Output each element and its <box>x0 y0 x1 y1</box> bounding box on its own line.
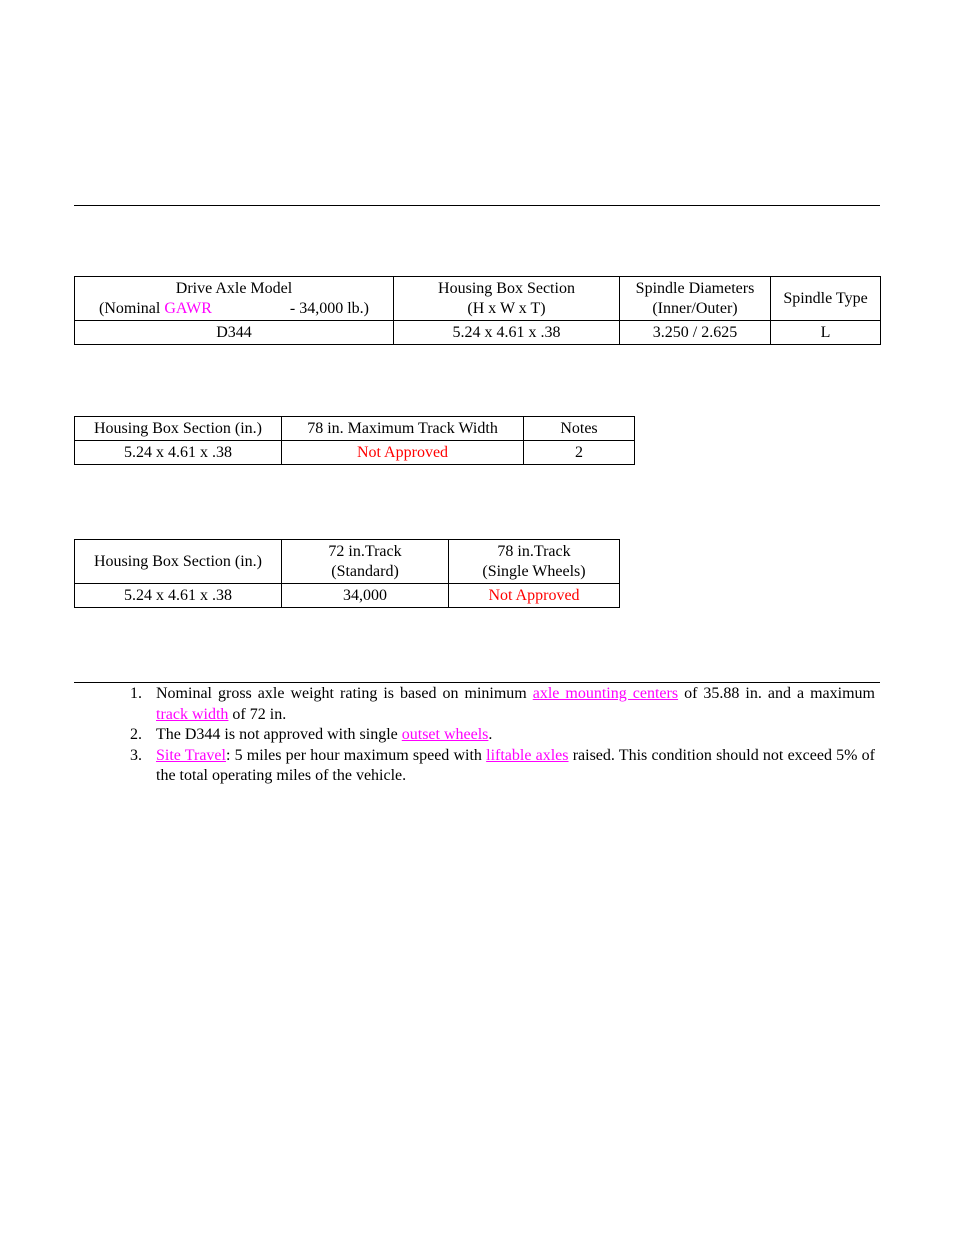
header-model-line2 <box>77 299 391 319</box>
header-housing: Housing Box Section (in.) <box>75 417 282 441</box>
note-2 <box>130 725 875 746</box>
cell-spindle: 3.250 / 2.625 <box>620 321 771 345</box>
liftable-axles-link[interactable]: liftable axles <box>486 746 569 764</box>
header-model-line1: Drive Axle Model <box>175 279 293 297</box>
note-3 <box>130 746 875 787</box>
cell-track-status: Not Approved <box>282 441 524 465</box>
track-width-link[interactable]: track width <box>156 705 229 723</box>
table-row <box>75 321 881 345</box>
header-track-width: 78 in. Maximum Track Width <box>282 417 524 441</box>
table-header-row <box>75 277 881 321</box>
header-drive-axle-model <box>75 277 394 321</box>
cell-housing: 5.24 x 4.61 x .38 <box>75 441 282 465</box>
cell-type: L <box>771 321 881 345</box>
note-number: 1. <box>130 685 142 702</box>
cell-housing: 5.24 x 4.61 x .38 <box>75 584 282 608</box>
cell-72-rating: 34,000 <box>282 584 449 608</box>
cell-housing: 5.24 x 4.61 x .38 <box>394 321 620 345</box>
cell-notes: 2 <box>524 441 635 465</box>
header-72-track: 72 in.Track (Standard) <box>282 540 449 584</box>
table-header-row <box>75 417 635 441</box>
track-width-table <box>74 416 635 465</box>
drive-axle-table <box>74 276 881 345</box>
top-rule <box>74 205 880 206</box>
cell-model: D344 <box>75 321 394 345</box>
header-spindle-diameters: Spindle Diameters (Inner/Outer) <box>620 277 771 321</box>
table-header-row <box>75 540 620 584</box>
table-row <box>75 441 635 465</box>
note-text: Site Travel: 5 miles per hour maximum speed with liftable axles raised. This condition should not exceed 5% of the total operating miles of the vehicle. <box>156 746 876 784</box>
header-spindle-type: Spindle Type <box>771 277 881 321</box>
note-number: 3. <box>130 746 142 764</box>
table-row <box>75 584 620 608</box>
header-model-nominal: (Nominal GAWR <box>99 299 212 317</box>
header-notes: Notes <box>524 417 635 441</box>
outset-wheels-link[interactable]: outset wheels <box>401 726 489 743</box>
header-78-track: 78 in.Track (Single Wheels) <box>449 540 620 584</box>
header-housing: Housing Box Section (in.) <box>75 540 282 584</box>
note-1 <box>130 684 875 725</box>
site-travel-link[interactable]: Site Travel <box>156 746 226 764</box>
cell-78-status: Not Approved <box>449 584 620 608</box>
notes-rule <box>74 682 880 683</box>
notes-list <box>130 684 875 787</box>
header-model-weight: - 34,000 lb.) <box>289 299 369 317</box>
track-rating-table <box>74 539 620 608</box>
note-number: 2. <box>130 726 142 743</box>
axle-mounting-centers-link[interactable]: axle mounting centers <box>532 685 679 702</box>
gawr-link[interactable]: GAWR <box>164 299 212 317</box>
note-text: Nominal gross axle weight rating is based on minimum axle mounting centers of 35.88 in. and a maximum track width of 72 in. <box>156 685 875 723</box>
note-text: The D344 is not approved with single outset wheels. <box>156 726 493 743</box>
header-housing-box-section: Housing Box Section (H x W x T) <box>394 277 620 321</box>
